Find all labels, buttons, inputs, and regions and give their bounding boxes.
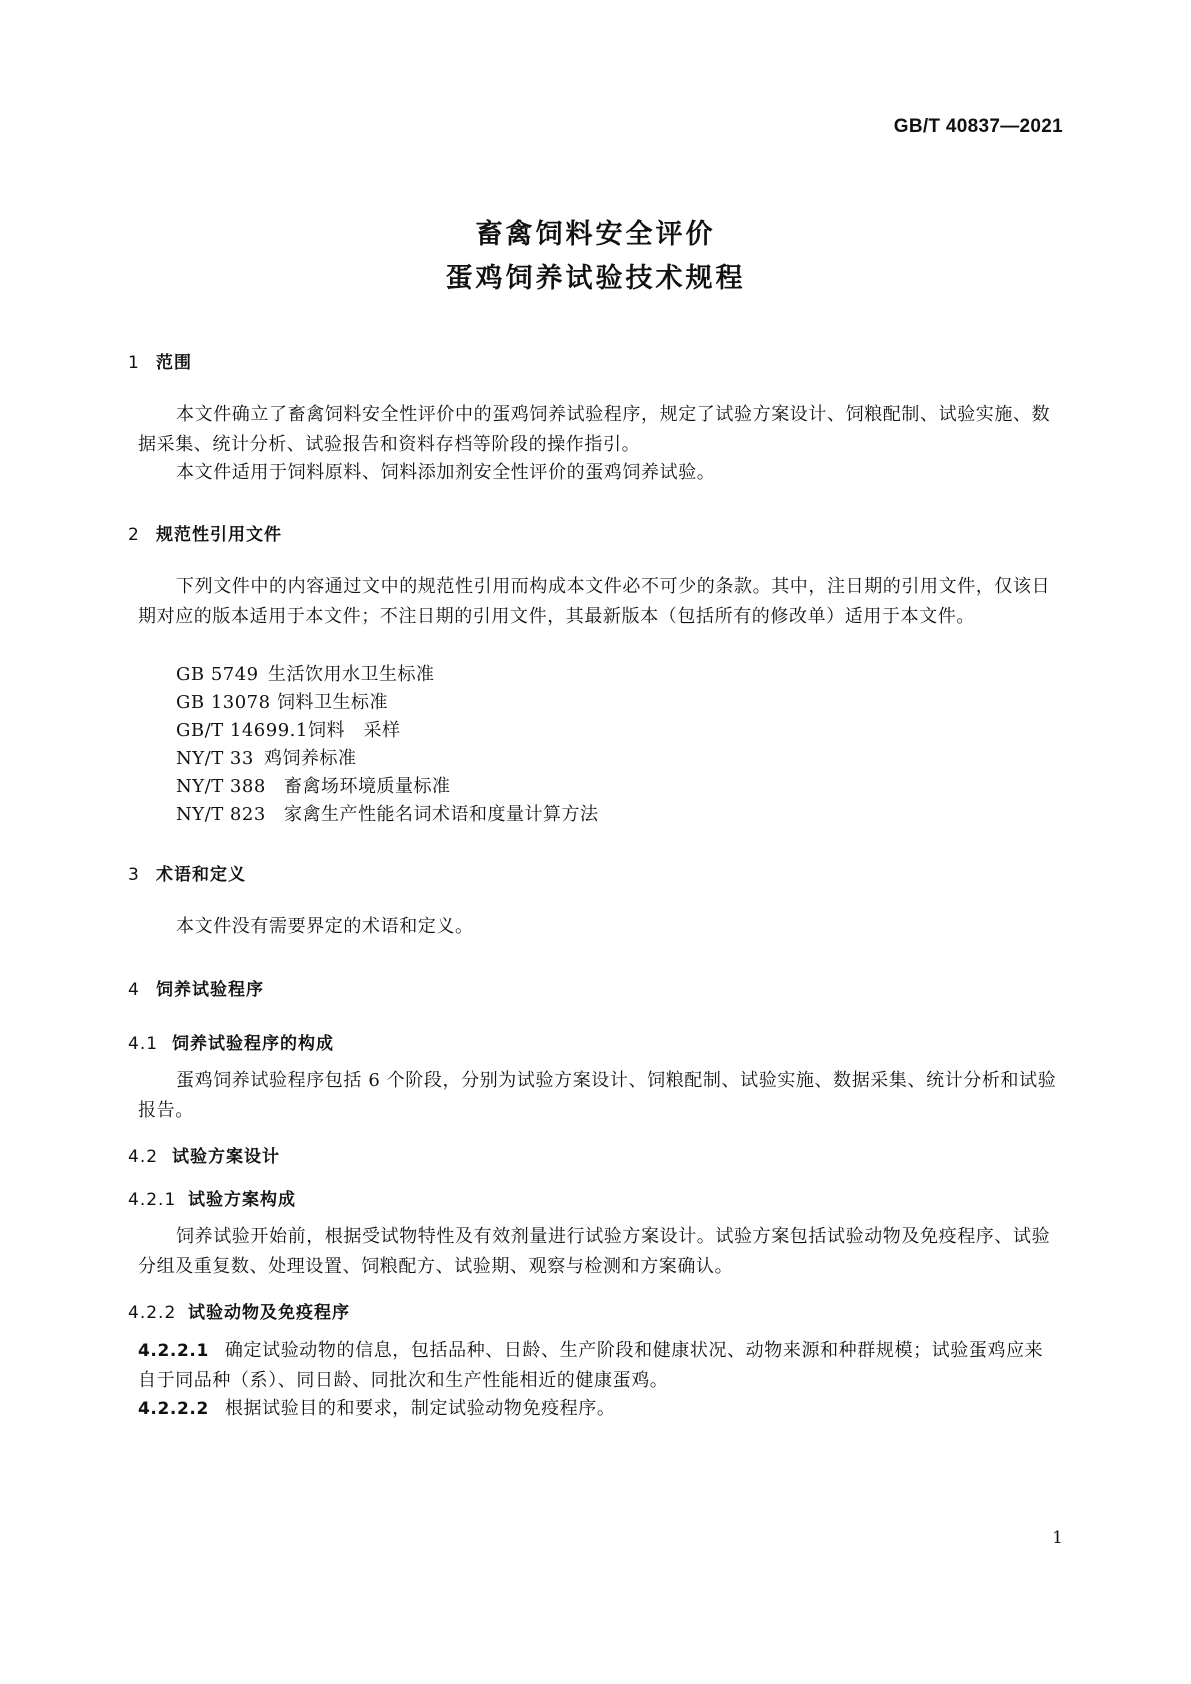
section-4-heading	[128, 975, 264, 1000]
section-2-heading	[128, 520, 282, 545]
section-number: 2	[128, 525, 140, 545]
reference-code: NY/T 823	[176, 804, 266, 825]
clause-title: 试验方案设计	[172, 1147, 280, 1167]
reference-title: 生活饮用水卫生标准	[268, 664, 435, 685]
reference-title: 家禽生产性能名词术语和度量计算方法	[284, 804, 599, 825]
reference-title: 饲料卫生标准	[277, 692, 388, 713]
normative-reference	[176, 800, 599, 826]
paragraph-text: 下列文件中的内容通过文中的规范性引用而构成本文件必不可少的条款。其中，注日期的引用文件，仅该日期对应的版本适用于本文件；不注日期的引用文件，其最新版本（包括所有的修改单）适用于本文件。	[138, 576, 1051, 627]
section-3-heading	[128, 860, 246, 885]
clause-4-1-paragraph	[138, 1066, 1058, 1126]
reference-title: 饲料 采样	[308, 720, 401, 741]
clause-title: 试验动物及免疫程序	[188, 1303, 350, 1323]
clause-4-2-1-paragraph	[138, 1222, 1058, 1282]
clause-number: 4.2.2.1	[138, 1341, 209, 1361]
reference-code: NY/T 33	[176, 748, 254, 769]
clause-4-1-heading	[128, 1029, 334, 1054]
reference-title: 鸡饲养标准	[264, 748, 357, 769]
normative-reference	[176, 716, 401, 742]
section-number: 3	[128, 865, 140, 885]
clause-number: 4.2.2	[128, 1303, 177, 1323]
clause-number: 4.2	[128, 1147, 159, 1167]
section-number: 4	[128, 980, 140, 1000]
document-title-line1: 畜禽饲料安全评价	[475, 219, 716, 250]
section-1-paragraph-1	[138, 400, 1058, 460]
reference-title: 畜禽场环境质量标准	[284, 776, 451, 797]
clause-text: 确定试验动物的信息，包括品种、日龄、生产阶段和健康状况、动物来源和种群规模；试验蛋鸡应来自于同品种（系）、同日龄、同批次和生产性能相近的健康蛋鸡。	[138, 1340, 1044, 1391]
paragraph-text: 本文件确立了畜禽饲料安全性评价中的蛋鸡饲养试验程序，规定了试验方案设计、饲粮配制、试验实施、数据采集、统计分析、试验报告和资料存档等阶段的操作指引。	[138, 404, 1051, 455]
paragraph-text: 本文件适用于饲料原料、饲料添加剂安全性评价的蛋鸡饲养试验。	[176, 462, 716, 483]
section-2-paragraph-1	[138, 572, 1058, 632]
paragraph-text: 本文件没有需要界定的术语和定义。	[176, 916, 474, 937]
document-title-line2: 蛋鸡饲养试验技术规程	[445, 263, 746, 294]
clause-number: 4.1	[128, 1034, 159, 1054]
normative-reference	[176, 744, 357, 770]
paragraph-text: 饲养试验开始前，根据受试物特性及有效剂量进行试验方案设计。试验方案包括试验动物及免疫程序、试验分组及重复数、处理设置、饲粮配方、试验期、观察与检测和方案确认。	[138, 1226, 1051, 1277]
reference-code: GB 5749	[176, 664, 259, 685]
clause-title: 饲养试验程序的构成	[172, 1034, 334, 1054]
reference-code: NY/T 388	[176, 776, 266, 797]
normative-reference	[176, 772, 451, 798]
section-3-paragraph-1	[138, 912, 1058, 942]
clause-4-2-heading	[128, 1142, 280, 1167]
reference-code: GB/T 14699.1	[176, 720, 308, 741]
clause-4-2-1-heading	[128, 1185, 296, 1210]
section-number: 1	[128, 353, 140, 373]
clause-number: 4.2.2.2	[138, 1399, 209, 1419]
clause-title: 试验方案构成	[188, 1190, 296, 1210]
section-title: 饲养试验程序	[156, 980, 264, 1000]
standard-number: GB/T 40837—2021	[893, 116, 1063, 137]
section-1-heading	[128, 348, 192, 373]
clause-number: 4.2.1	[128, 1190, 177, 1210]
normative-reference	[176, 688, 388, 714]
reference-code: GB 13078	[176, 692, 271, 713]
section-title: 术语和定义	[156, 865, 246, 885]
clause-4-2-2-heading	[128, 1298, 350, 1323]
page-number: 1	[1052, 1528, 1063, 1548]
section-title: 规范性引用文件	[156, 525, 282, 545]
paragraph-text: 蛋鸡饲养试验程序包括 6 个阶段，分别为试验方案设计、饲粮配制、试验实施、数据采集、统计分析和试验报告。	[138, 1070, 1057, 1121]
clause-text: 根据试验目的和要求，制定试验动物免疫程序。	[224, 1398, 616, 1419]
section-title: 范围	[156, 353, 192, 373]
section-1-paragraph-2	[138, 458, 1058, 488]
normative-reference	[176, 660, 435, 686]
clause-4-2-2-2	[138, 1394, 1058, 1424]
clause-4-2-2-1	[138, 1336, 1058, 1396]
